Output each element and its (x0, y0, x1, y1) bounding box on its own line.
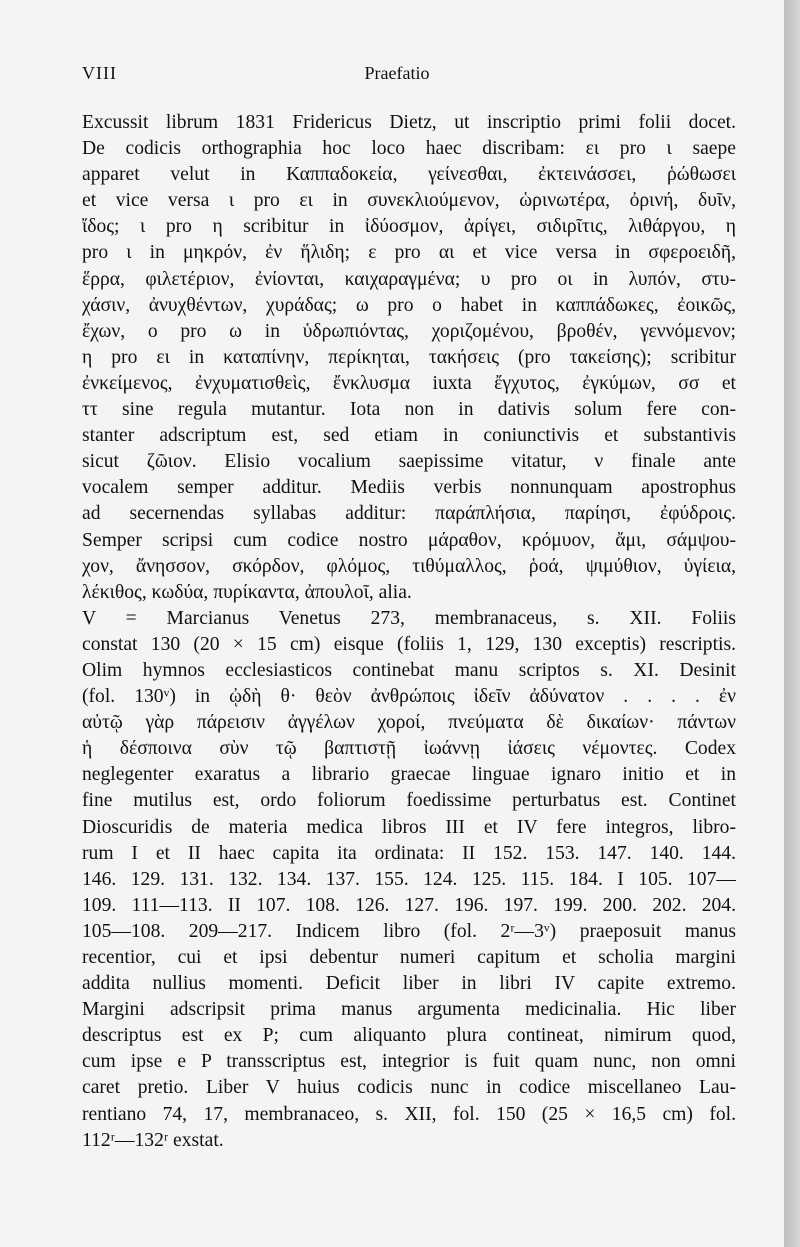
text-line: 146. 129. 131. 132. 134. 137. 155. 124. 125. 115. 184. I 105. 107— (82, 868, 736, 890)
text-line: (fol. 130ᵛ) in ᾠδὴ θ· θεὸν ἀνθρώποις ἰδεῖν ἀδύνατον . . . . ἐν (82, 686, 736, 708)
text-line: ἕρρα, φιλετέριον, ἐνίονται, καιχαραγμένα; υ pro οι in λυπόν, στυ- (82, 268, 736, 290)
text-line: χάσιν, ἀνυχθέντων, χυράδας; ω pro ο habet in καππάδωκες, ἐοικῶς, (82, 294, 736, 316)
text-line: λέκιθος, κωδύα, πυρίκαντα, ἀπουλοῖ, alia. (82, 581, 412, 603)
text-line: ἡ δέσποινα σὺν τῷ βαπτιστῇ ἰωάννῃ ἰάσεις νέμοντες. Codex (82, 738, 736, 760)
text-line: ἐνκείμενος, ἐνχυματισθεὶς, ἔνκλυσμα iuxta ἔγχυτος, ἐγκύμων, σσ et (82, 372, 736, 394)
text-line: recentior, cui et ipsi debentur numeri capitum et scholia margini (82, 947, 736, 968)
body-text (82, 110, 736, 1154)
text-line: descriptus est ex P; cum aliquanto plura contineat, nimirum quod, (82, 1025, 736, 1047)
text-line: 109. 111—113. II 107. 108. 126. 127. 196. 197. 199. 200. 202. 204. (82, 894, 736, 916)
text-line: rentiano 74, 17, membranaceo, s. XII, fol. 150 (25 × 16,5 cm) fol. (82, 1103, 736, 1125)
text-line: Semper scripsi cum codice nostro μάραθον, κρόμυον, ἄμι, σάμψου- (82, 529, 736, 551)
running-title: Praefatio (364, 63, 430, 83)
text-line: 105—108. 209—217. Indicem libro (fol. 2ʳ—3ᵛ) praeposuit manus (82, 920, 736, 942)
text-line: 112ʳ—132ʳ exstat. (82, 1129, 224, 1151)
text-line: fine mutilus est, ordo foliorum foedissime perturbatus est. Continet (82, 790, 736, 812)
text-line: Margini adscripsit prima manus argumenta medicinalia. Hic liber (82, 999, 736, 1021)
text-line: stanter adscriptum est, sed etiam in coniunctivis et substantivis (82, 425, 736, 447)
text-line: ad secernendas syllabas additur: παράπλήσια, παρίησι, ἐφύδροις. (82, 503, 736, 525)
text-line: pro ι in μηκρόν, ἐν ἥλιδη; ε pro αι et vice versa in σφεροειδῆ, (82, 242, 736, 264)
text-line: η pro ει in καταπίνην, περίκηται, τακήσεις (pro τακείσης); scribitur (82, 346, 736, 368)
text-line: Olim hymnos ecclesiasticos continebat manu scriptos s. XI. Desinit (82, 659, 736, 681)
page-number: VIII (82, 63, 117, 83)
text-line: χον, ἄνησσον, σκόρδον, φλόμος, τιθύμαλλος, ῥοά, ψιμύθιον, ὑγίεια, (82, 555, 736, 577)
text-line: ἔχων, ο pro ω in ὑδρωπιόντας, χοριζομένου, βροθέν, γεννόμενον; (82, 320, 736, 342)
text-line: ττ sine regula mutantur. Iota non in dativis solum fere con- (82, 399, 736, 421)
text-line: neglegenter exaratus a librario graecae linguae ignaro initio et in (82, 764, 736, 786)
text-line: apparet velut in Καππαδοκεία, γείνεσθαι, ἐκτεινάσσει, ῥώθωσει (82, 164, 736, 186)
text-line: vocalem semper additur. Mediis verbis nonnunquam apostrophus (82, 477, 736, 499)
text-line: De codicis orthographia hoc loco haec discribam: ει pro ι saepe (82, 138, 736, 160)
text-line: constat 130 (20 × 15 cm) eisque (foliis 1, 129, 130 exceptis) rescriptis. (82, 633, 736, 655)
text-line: Dioscuridis de materia medica libros III et IV fere integros, libro- (82, 816, 736, 838)
text-line: et vice versa ι pro ει in συνεκλιούμενον, ὡρινωτέρα, ὀρινή, δυῖν, (82, 190, 736, 212)
text-line: αὐτῷ γὰρ πάρεισιν ἀγγέλων χοροί, πνεύματα δὲ δικαίων· πάντων (82, 712, 736, 734)
text-line: V = Marcianus Venetus 273, membranaceus, s. XII. Foliis (82, 607, 736, 629)
text-line: rum I et II haec capita ita ordinata: II 152. 153. 147. 140. 144. (82, 842, 736, 864)
text-line: cum ipse e P transscriptus est, integrior is fuit quam nunc, non omni (82, 1051, 736, 1073)
text-line: addita nullius momenti. Deficit liber in libri IV capite extremo. (82, 973, 736, 995)
text-line: ἴδος; ι pro η scribitur in ἰδύοσμον, ἀρίγει, σιδιρῖτις, λιθάργου, η (82, 216, 736, 238)
text-line: caret pretio. Liber V huius codicis nunc in codice miscellaneo Lau- (82, 1077, 736, 1099)
text-line: sicut ζῶιον. Elisio vocalium saepissime vitatur, ν finale ante (82, 451, 736, 473)
page-edge (784, 0, 800, 1247)
text-line: Excussit librum 1831 Fridericus Dietz, ut inscriptio primi folii docet. (82, 112, 736, 133)
